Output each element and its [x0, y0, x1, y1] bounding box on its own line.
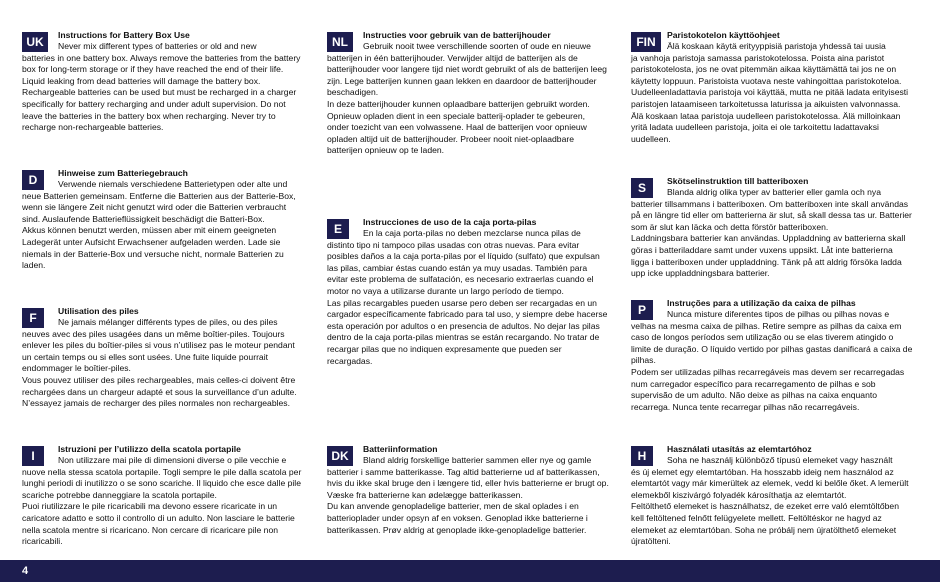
language-badge-d: D	[22, 170, 44, 190]
language-badge-p: P	[631, 300, 653, 320]
section-title-e: Instrucciones de uso de la caja porta-pilas	[363, 217, 537, 227]
section-p	[631, 298, 913, 413]
section-body-f: Ne jamais mélanger différents types de piles, ou des piles neuves avec des piles usagées dans un même boîtier-piles. Toujours enlever les piles du boîtier-piles si vous n’utilisez pas le moteur pendant un certain temps ou si elles sont usées. Une fuite liquide pourrait endommager le boîtier-piles. Vous pouvez utiliser des piles rechargeables, mais celles-ci doivent être rechargées dans un chargeur adapté et sous la surveillance d’un adulte. N’essayez jamais de recharger des piles normales non rechargeables.	[22, 317, 297, 409]
section-title-s: Skötselinstruktion till batteriboxen	[667, 176, 809, 186]
section-title-p: Instruções para a utilização da caixa de pilhas	[667, 298, 856, 308]
section-d	[22, 168, 304, 272]
language-badge-nl: NL	[327, 32, 353, 52]
section-nl	[327, 30, 609, 157]
section-body-e: En la caja porta-pilas no deben mezclarse nunca pilas de distinto tipo ni tampoco pilas usadas con otras nuevas. Para evitar posibles daños a la caja porta-pilas por el líquido (sulfato) que expulsan las pilas, cambiar éstas cuando están ya muy usadas. También para evitar este problema de sulfatación, es necesario extraerlas cuando el motor no vaya a utilizarse durante un largo período de tiempo. Las pilas recargables pueden usarse pero deben ser recargadas en un cargador específicamente fabricado para tal uso, y siempre debe hacerse esta operación por adultos o en presencia de adultos. No dejar las pilas dentro de la caja porta-pilas mientras se están recargando. No tratar de recargar pilas que no indiquen expresamente que pueden ser recargadas.	[327, 228, 608, 366]
section-dk	[327, 444, 609, 536]
footer-bar	[0, 560, 940, 582]
section-f	[22, 306, 304, 410]
section-i	[22, 444, 304, 548]
section-title-fin: Paristokotelon käyttöohjeet	[667, 30, 780, 40]
section-fin	[631, 30, 913, 145]
section-title-uk: Instructions for Battery Box Use	[58, 30, 190, 40]
section-title-d: Hinweise zum Batteriegebrauch	[58, 168, 188, 178]
section-title-h: Használati utasítás az elemtartóhoz	[667, 444, 812, 454]
section-body-dk: Bland aldrig forskellige batterier sammen eller nye og gamle batterier i samme batterikasse. Tag altid batterierne ud af batterikassen, hvis du ikke skal bruge den i længere tid, eller hvis batterierne er brugt op. Væske fra batterierne kan ødelægge batterikassen. Du kan anvende genopladelige batterier, men de skal oplades i en batterioplader under opsyn af en voksen. Genoplad ikke batterierne i batterikassen. Prøv aldrig at genoplade ikke-genopladelige batterier.	[327, 455, 609, 535]
language-badge-f: F	[22, 308, 44, 328]
section-body-fin: Älä koskaan käytä erityyppisiä paristoja yhdessä tai uusia ja vanhoja paristoja samassa paristokotelossa. Poista aina paristot paristokotelosta, jos ne ovat pitemmän aikaa käyttämättä tai jos ne on käytetty loppuun. Paristoista vuotava neste vahingoittaa paristokoteloa. Uudelleenladattavia paristoja voi käyttää, mutta ne pitää ladata erityisesti paristojen lataamiseen tarkoitetussa laturissa ja aikuisten valvonnassa. Älä koskaan lataa paristoja uudelleen paristokotelossa. Älä milloinkaan yritä ladata uudelleen paristoja, joita ei ole tarkoitettu ladattavaksi uudelleen.	[631, 41, 909, 144]
section-h	[631, 444, 913, 548]
language-badge-s: S	[631, 178, 653, 198]
section-body-s: Blanda aldrig olika typer av batterier eller gamla och nya batterier tillsammans i batteriboxen. Om batteriboxen inte skall användas på en längre tid eller om batterierna är slut, så skall dessa tas ur. Batterier som är slut kan läcka och detta förstör batteriboxen. Laddningsbara batterier kan användas. Uppladdning av batterierna skall göras i batteriladdare samt under vuxens uppsikt. Låt inte batterierna ligga i batteriboxen under uppladdning. Tänk på att aldrig försöka ladda upp icke uppladdningsbara batterier.	[631, 187, 912, 279]
language-badge-e: E	[327, 219, 349, 239]
section-body-uk: Never mix different types of batteries or old and new batteries in one battery box. Always remove the batteries from the battery box for long-term storage or if they have reached the end of their life. Liquid leaking from dead batteries will damage the battery box. Rechargeable batteries can be used but must be recharged in a charger specifically for battery recharging and under adult supervision. Do not leave the batteries in the battery box when recharging. Never try to recharge non-rechargeable batteries.	[22, 41, 301, 133]
language-badge-i: I	[22, 446, 44, 466]
section-body-p: Nunca misture diferentes tipos de pilhas ou pilhas novas e velhas na mesma caixa de pilhas. Retire sempre as pilhas da caixa em caso de longos períodos sem utilização ou se elas tiverem atingido o limite de duração. O líquido vertido por pilhas gastas danificará a caixa de pilhas. Podem ser utilizadas pilhas recarregáveis mas devem ser recarregadas num carregador específico para recarregamento de pilhas e sob supervisão de um adulto. Não deixe as pilhas na caixa enquanto recarrega. Nunca tente recarregar pilhas não recarregáveis.	[631, 309, 913, 412]
section-body-i: Non utilizzare mai pile di dimensioni diverse o pile vecchie e nuove nella stessa scatola portapile. Togli sempre le pile dalla scatola per lunghi periodi di inutilizzo o se sono scariche. Il liquido che esce dalle pile scariche potrebbe danneggiare la scatola portapile. Puoi riutilizzare le pile ricaricabili ma devono essere ricaricate in un caricatore adatto e sotto il controllo di un adulto. Non lasciare le batterie nella scatola mentre si ricaricano. Non cercare di ricaricare pile non ricaricabili.	[22, 455, 302, 547]
section-title-dk: Batteriinformation	[363, 444, 438, 454]
section-body-h: Soha ne használj különböző típusú elemeket vagy használt és új elemet egy elemtartóban. Ha hosszabb ideig nem használod az elemtartót vagy már kimerültek az elemek, vedd ki belőle őket. A lemerült elemekből kiszivárgó folyadék károsíthatja az elemtartót. Feltölthető elemeket is használhatsz, de ezeket erre való elemtöltőben kell feltöltened felnőtt felügyelete mellett. Feltöltéskor ne hagyd az elemeket az elemtartóban. Soha ne próbálj nem újratölthető elemeket újratölteni.	[631, 455, 909, 547]
language-badge-dk: DK	[327, 446, 353, 466]
section-title-f: Utilisation des piles	[58, 306, 139, 316]
page-number: 4	[22, 565, 29, 577]
section-s	[631, 176, 913, 280]
section-e	[327, 217, 609, 367]
language-badge-uk: UK	[22, 32, 48, 52]
column-middle	[327, 0, 609, 560]
section-uk	[22, 30, 304, 134]
column-left	[22, 0, 304, 560]
language-badge-h: H	[631, 446, 653, 466]
section-body-nl: Gebruik nooit twee verschillende soorten of oude en nieuwe batterijen in één batterijhouder. Verwijder altijd de batterijen als de batterijhouder voor langere tijd niet wordt gebruikt of als de batterijen leeg zijn. Lege batterijen kunnen gaan lekken en daardoor de batterijhouder beschadigen. In deze batterijhouder kunnen oplaadbare batterijen gebruikt worden. Opnieuw opladen dient in een speciale batterij-oplader te gebeuren, onder toezicht van een volwassene. Haal de batterijen voor opnieuw opladen altijd uit de batterijhouder. Probeer nooit niet-oplaadbare batterijen opnieuw op te laden.	[327, 41, 607, 156]
section-title-i: Istruzioni per l’utilizzo della scatola portapile	[58, 444, 241, 454]
language-badge-fin: FIN	[631, 32, 661, 52]
column-right	[631, 0, 913, 560]
section-body-d: Verwende niemals verschiedene Batterietypen oder alte und neue Batterien gemeinsam. Entferne die Batterien aus der Batterie-Box, wenn sie längere Zeit nicht genutzt wird oder die Batterien verbraucht sind. Auslaufende Batterieflüssigkeit beschädigt die Batteri-Box. Akkus können benutzt werden, müssen aber mit einem geeigneten Ladegerät unter Aufsicht Erwachsener aufgeladen werden. Lade sie niemals in der Batterie-Box und versuche nicht, normale Batterien zu laden.	[22, 179, 296, 271]
section-title-nl: Instructies voor gebruik van de batterijhouder	[363, 30, 551, 40]
